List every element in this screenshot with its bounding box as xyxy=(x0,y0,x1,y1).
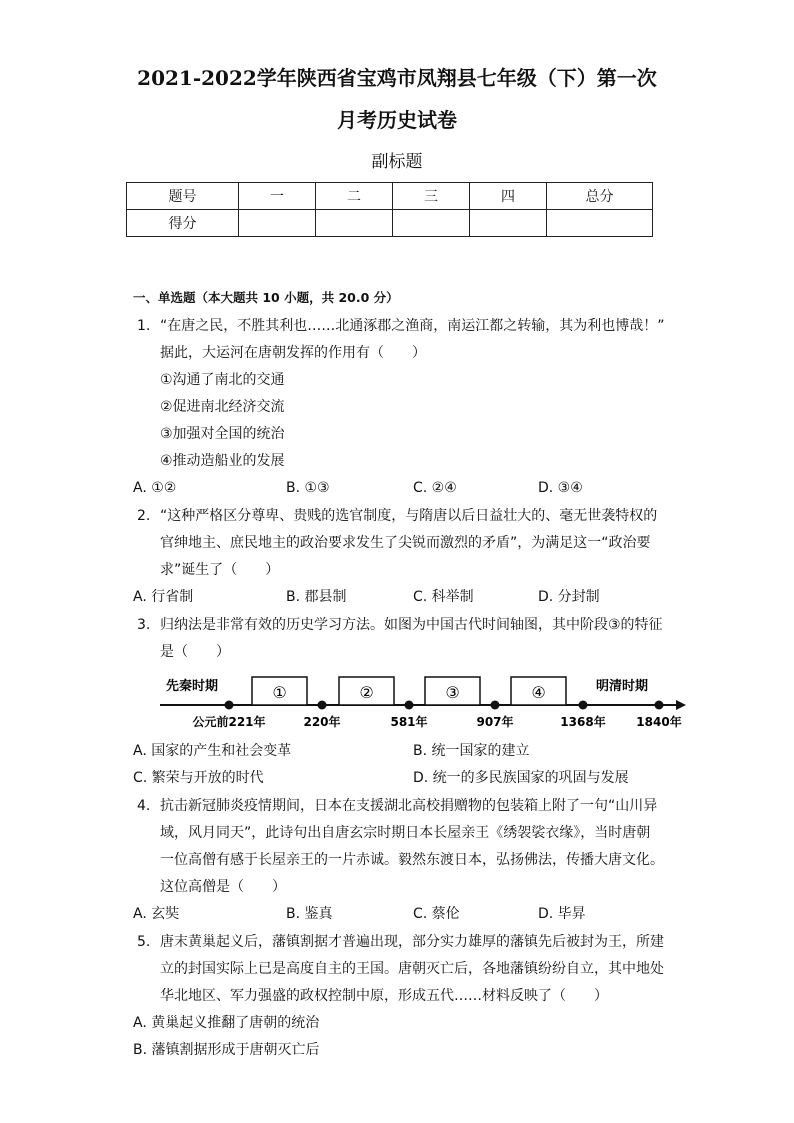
timeline-dot xyxy=(655,701,664,710)
answer-option-a[interactable]: A. 行省制 xyxy=(133,589,194,605)
answer-option-a[interactable]: A. ①② xyxy=(133,480,177,496)
score-header-cell: 四 xyxy=(470,183,547,210)
statement-item: ④推动造船业的发展 xyxy=(160,453,285,469)
question-text-line: “在唐之民，不胜其利也……北通涿郡之渔商，南运江都之转输，其为利也博哉！” xyxy=(160,318,665,334)
answer-option-c[interactable]: C. ②④ xyxy=(413,480,457,496)
answer-option-b[interactable]: B. 藩镇割据形成于唐朝灭亡后 xyxy=(133,1042,320,1058)
question-text-line: 唐末黄巢起义后，藩镇割据才普遍出现，部分实力雄厚的藩镇先后被封为王，所建 xyxy=(160,934,664,950)
question-number: 2. xyxy=(137,508,151,524)
exam-title-line2: 月考历史试卷 xyxy=(337,108,457,132)
score-table-score-row xyxy=(127,210,653,237)
score-entry-cell[interactable] xyxy=(393,210,470,237)
question-text-line: 是（ ） xyxy=(160,644,230,660)
answer-option-c[interactable]: C. 科举制 xyxy=(413,589,474,605)
answer-option-b[interactable]: B. ①③ xyxy=(286,480,330,496)
period-box-label: ① xyxy=(272,683,287,702)
statement-item: ①沟通了南北的交通 xyxy=(160,372,285,388)
score-header-cell: 二 xyxy=(316,183,393,210)
answer-option-d[interactable]: D. 分封制 xyxy=(538,589,600,605)
answer-option-a[interactable]: A. 玄奘 xyxy=(133,906,180,922)
answer-option-b[interactable]: B. 鉴真 xyxy=(286,906,333,922)
timeline-tick-label: 220年 xyxy=(303,715,341,729)
statement-item: ③加强对全国的统治 xyxy=(160,426,285,442)
score-header-cell: 三 xyxy=(393,183,470,210)
score-header-cell: 一 xyxy=(239,183,316,210)
answer-option-d[interactable]: D. ③④ xyxy=(538,480,583,496)
timeline-tick-label: 581年 xyxy=(390,715,428,729)
statement-item: ②促进南北经济交流 xyxy=(160,399,285,415)
timeline-tick-label: 公元前221年 xyxy=(192,715,266,729)
answer-option-b[interactable]: B. 统一国家的建立 xyxy=(413,743,530,759)
timeline-dot xyxy=(318,701,327,710)
period-box-label: ④ xyxy=(531,683,546,702)
timeline-tick-label: 1368年 xyxy=(560,715,606,729)
answer-option-d[interactable]: D. 毕昇 xyxy=(538,906,586,922)
period-box-label: ③ xyxy=(445,683,460,702)
question-text-line: 立的封国实际上已是高度自主的王国。唐朝灭亡后，各地藩镇纷纷自立，其中地处 xyxy=(160,961,664,977)
section-heading: 一、单选题（本大题共 10 小题，共 20.0 分） xyxy=(133,290,399,305)
score-entry-cell[interactable] xyxy=(470,210,547,237)
question-text-line: 这位高僧是（ ） xyxy=(160,879,286,895)
timeline-left-label: 先秦时期 xyxy=(166,679,219,694)
timeline-dot xyxy=(405,701,414,710)
answer-option-c[interactable]: C. 蔡伦 xyxy=(413,906,460,922)
question-text-line: 域，风月同天”，此诗句出自唐玄宗时期日本长屋亲王《绣袈裟衣缘》，当时唐朝 xyxy=(160,825,651,841)
question-text-line: 官绅地主、庶民地主的政治要求发生了尖锐而激烈的矛盾”，为满足这一“政治要 xyxy=(160,535,651,551)
score-header-cell: 总分 xyxy=(547,183,653,210)
question-text-line: 求”诞生了（ ） xyxy=(160,562,280,578)
timeline-dot xyxy=(491,701,500,710)
answer-option-c[interactable]: C. 繁荣与开放的时代 xyxy=(133,770,264,786)
timeline-tick-label: 1840年 xyxy=(636,715,682,729)
question-number: 3. xyxy=(137,617,151,633)
answer-option-b[interactable]: B. 郡县制 xyxy=(286,589,347,605)
answer-option-d[interactable]: D. 统一的多民族国家的巩固与发展 xyxy=(413,770,629,786)
question-text-line: 抗击新冠肺炎疫情期间，日本在支援湖北高校捐赠物的包装箱上附了一句“山川异 xyxy=(160,798,658,814)
score-header-cell: 题号 xyxy=(127,183,239,210)
score-entry-cell[interactable] xyxy=(547,210,653,237)
score-entry-cell[interactable] xyxy=(239,210,316,237)
answer-option-a[interactable]: A. 黄巢起义推翻了唐朝的统治 xyxy=(133,1015,320,1031)
question-text-line: 华北地区、军力强盛的政权控制中原，形成五代……材料反映了（ ） xyxy=(160,988,608,1004)
period-box-label: ② xyxy=(359,683,374,702)
score-entry-cell[interactable] xyxy=(316,210,393,237)
question-number: 1. xyxy=(137,318,151,334)
exam-title-line1: 2021-2022学年陕西省宝鸡市凤翔县七年级（下）第一次 xyxy=(137,66,657,90)
timeline-dot xyxy=(225,701,234,710)
score-table-header-row xyxy=(127,183,653,210)
answer-option-a[interactable]: A. 国家的产生和社会变革 xyxy=(133,743,292,759)
timeline-tick-label: 907年 xyxy=(476,715,514,729)
score-row-label: 得分 xyxy=(127,210,239,237)
timeline-dot xyxy=(579,701,588,710)
question-text-line: 归纳法是非常有效的历史学习方法。如图为中国古代时间轴图，其中阶段③的特征 xyxy=(160,617,663,633)
timeline-right-label: 明清时期 xyxy=(596,679,649,694)
score-table xyxy=(126,182,653,237)
exam-subtitle: 副标题 xyxy=(371,152,423,172)
question-text-line: 据此，大运河在唐朝发挥的作用有（ ） xyxy=(160,345,426,361)
question-number: 4. xyxy=(137,798,151,814)
timeline-figure xyxy=(160,668,690,736)
question-text-line: “这种严格区分尊卑、贵贱的选官制度，与隋唐以后日益壮大的、毫无世袭特权的 xyxy=(160,508,658,524)
arrow-head-icon xyxy=(676,700,686,710)
question-number: 5. xyxy=(137,934,151,950)
question-text-line: 一位高僧有感于长屋亲王的一片赤诚。毅然东渡日本，弘扬佛法，传播大唐文化。 xyxy=(160,852,664,868)
